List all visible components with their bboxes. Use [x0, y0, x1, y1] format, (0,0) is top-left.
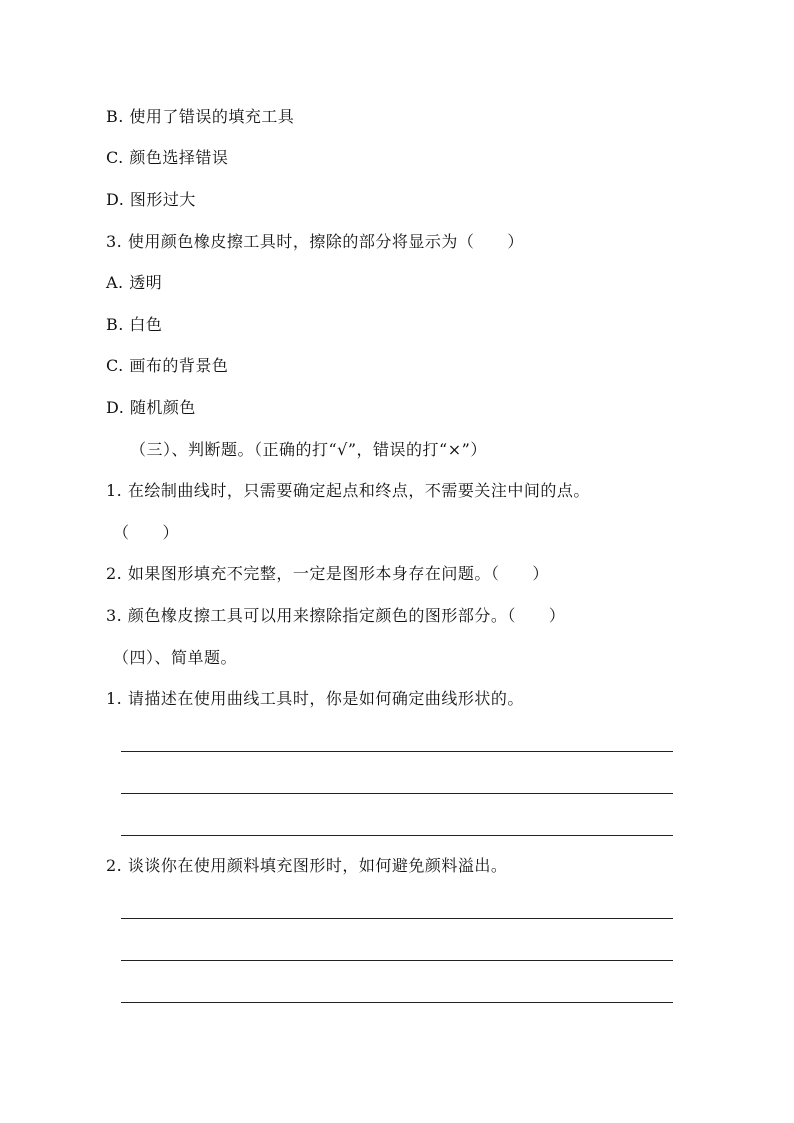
answer-line[interactable] [121, 751, 673, 752]
q3-stem: 3. 使用颜色橡皮擦工具时，擦除的部分将显示为（ ） [106, 232, 524, 251]
answer-line[interactable] [121, 793, 673, 794]
section4-heading: （四）、简单题。 [113, 648, 238, 667]
answer-line[interactable] [121, 960, 673, 961]
section3-heading: （三）、判断题。（正确的打“√”，错误的打“×”） [130, 440, 487, 459]
q2-option-c: C. 颜色选择错误 [106, 148, 229, 167]
tf-item-3: 3. 颜色橡皮擦工具可以用来擦除指定颜色的图形部分。（ ） [106, 606, 566, 625]
q3-option-a: A. 透明 [106, 273, 163, 292]
answer-line[interactable] [121, 835, 673, 836]
q3-option-d: D. 随机颜色 [106, 398, 196, 417]
answer-line[interactable] [121, 1002, 673, 1003]
answer-line[interactable] [121, 918, 673, 919]
q3-option-b: B. 白色 [106, 315, 163, 334]
tf-item-1: 1. 在绘制曲线时，只需要确定起点和终点，不需要关注中间的点。 [106, 481, 590, 500]
q2-option-b: B. 使用了错误的填充工具 [106, 107, 295, 126]
q2-option-d: D. 图形过大 [106, 190, 196, 209]
short-answer-q1: 1. 请描述在使用曲线工具时，你是如何确定曲线形状的。 [106, 689, 524, 708]
tf-item-2: 2. 如果图形填充不完整，一定是图形本身存在问题。（ ） [106, 564, 549, 583]
short-answer-q2: 2. 谈谈你在使用颜料填充图形时，如何避免颜料溢出。 [106, 856, 508, 875]
q3-option-c: C. 画布的背景色 [106, 356, 229, 375]
tf-item-1-blank: （ ） [113, 523, 180, 542]
